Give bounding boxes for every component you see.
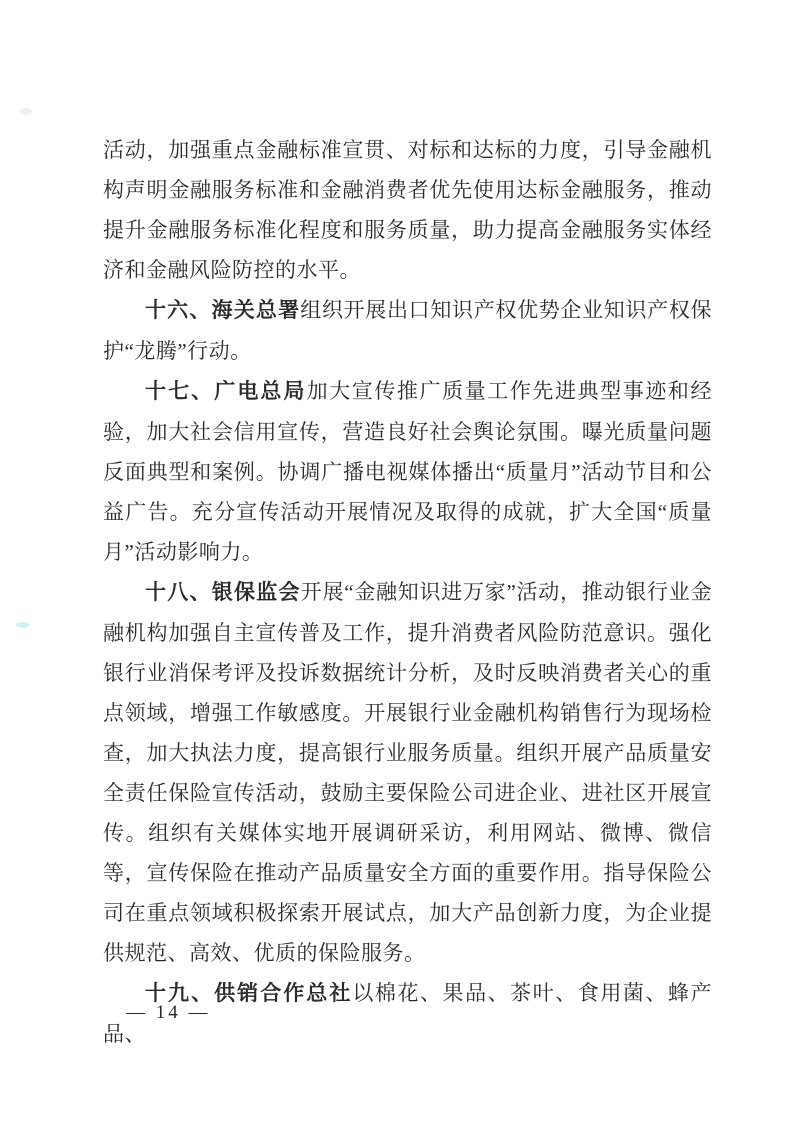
paragraph-lead: 十七、广电总局: [145, 380, 307, 403]
paragraph: [103, 290, 712, 371]
paragraph-text: 以棉花、果品、茶叶、食用菌、蜂产品、: [103, 981, 712, 1046]
paragraph: [103, 130, 712, 290]
paragraph-lead: 十九、供销合作总社: [145, 982, 353, 1005]
page-number: — 14 —: [126, 1002, 211, 1023]
scan-artifact-cyan: [16, 622, 29, 628]
paragraph: [103, 371, 712, 572]
paragraph-text: 开展“金融知识进万家”活动，推动银行业金融机构加强自主宣传普及工作，提升消费者风险防范意识。强化银行业消保考评及投诉数据统计分析，及时反映消费者关心的重点领域，增强工作敏感度。开展银行业金融机构销售行为现场检查，加大执法力度，提高银行业服务质量。组织开展产品质量安全责任保险宣传活动，鼓励主要保险公司进企业、进社区开展宣传。组织有关媒体实地开展调研采访，利用网站、微博、微信等，宣传保险在推动产品质量安全方面的重要作用。指导保险公司在重点领域积极探索开展试点，加大产品创新力度，为企业提供规范、高效、优质的保险服务。: [103, 580, 713, 965]
document-body: [103, 130, 712, 1054]
paragraph-text: 加大宣传推广质量工作先进典型事迹和经验，加大社会信用宣传，营造良好社会舆论氛围。曝光质量问题反面典型和案例。协调广播电视媒体播出“质量月”活动节目和公益广告。充分宣传活动开展情况及取得的成就，扩大全国“质量月”活动影响力。: [103, 379, 713, 564]
paragraph-lead: 十八、银保监会: [145, 581, 301, 604]
paragraph-text: 活动，加强重点金融标准宣贯、对标和达标的力度，引导金融机构声明金融服务标准和金融消费者优先使用达标金融服务，推动提升金融服务标准化程度和服务质量，助力提高金融服务实体经济和金融风险防控的水平。: [103, 138, 712, 282]
paragraph-text: 组织开展出口知识产权优势企业知识产权保护“龙腾”行动。: [103, 298, 713, 363]
paragraph-lead: 十六、海关总署: [145, 299, 301, 322]
scan-artifact-gray: [20, 108, 32, 115]
paragraph: [103, 572, 712, 973]
